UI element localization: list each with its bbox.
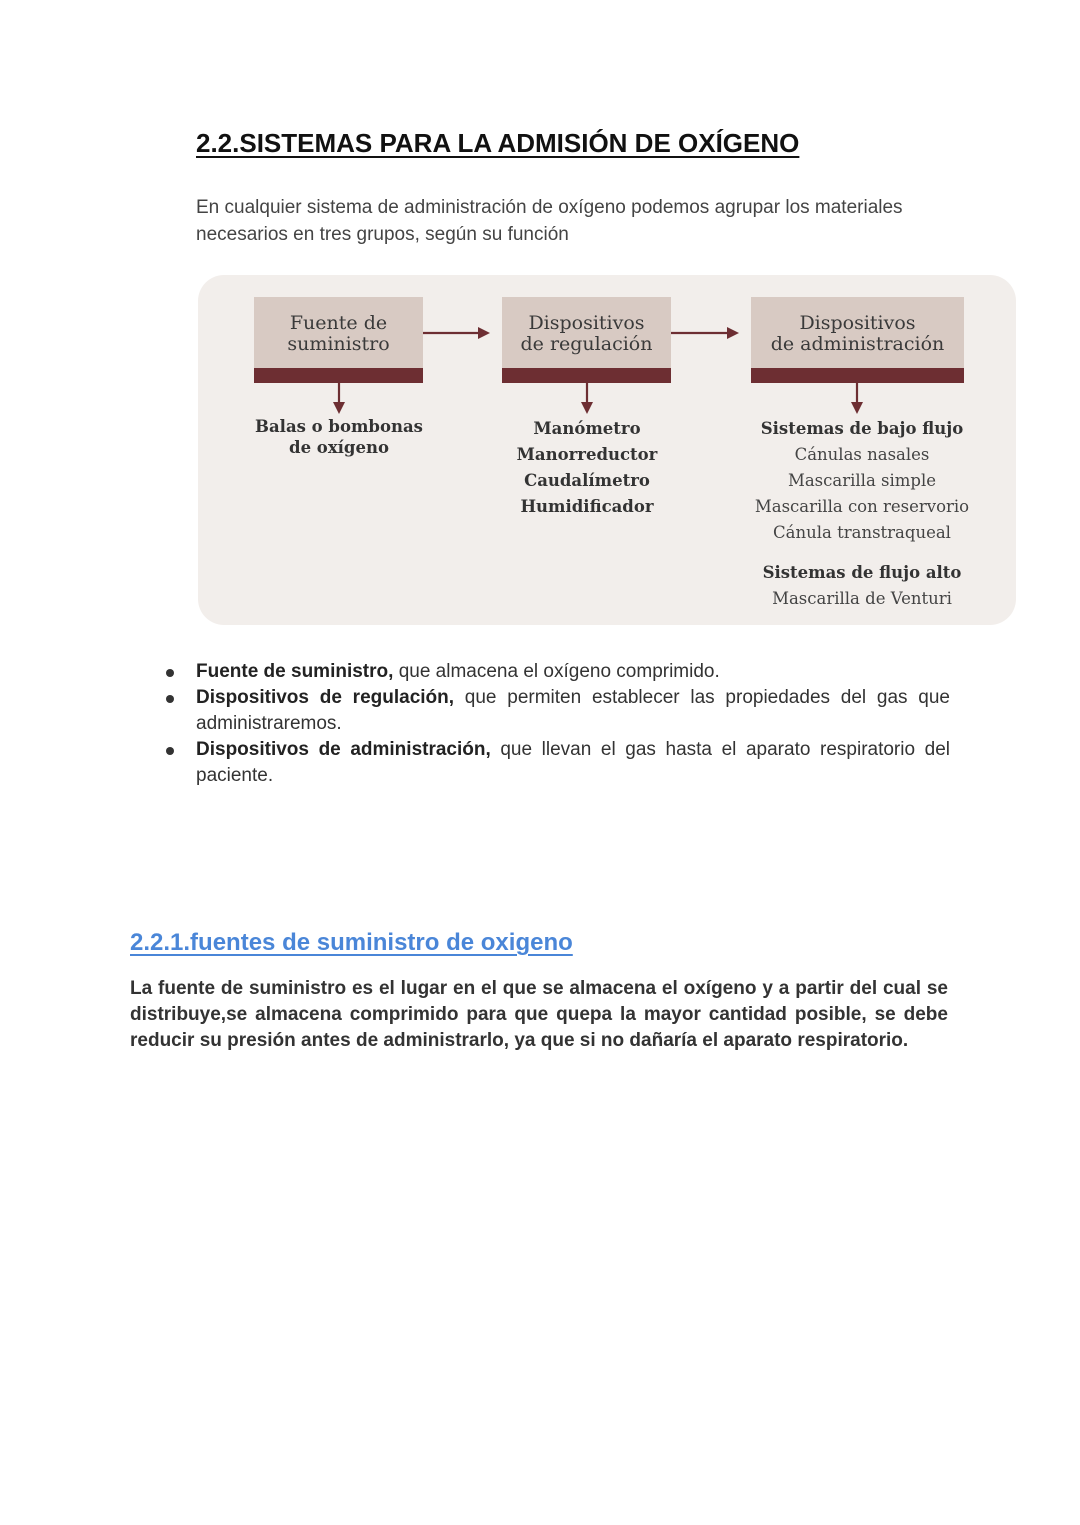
- low-flow-item: Mascarilla simple: [787, 471, 937, 490]
- arrowhead-right-2: [727, 327, 739, 339]
- bullet-bold: Dispositivos de regulación,: [196, 687, 455, 708]
- intro-text: En cualquier sistema de administración de oxígeno podemos agrupar los materiales necesarios en tres grupos, según su función: [196, 197, 903, 245]
- col1-item: de oxígeno: [289, 438, 389, 457]
- list-item: [160, 737, 950, 789]
- col2-item: Manómetro: [533, 419, 641, 438]
- bullet-dot: [166, 747, 174, 755]
- box3-band: [751, 368, 964, 383]
- list-item: [160, 659, 950, 685]
- box-fuente-suministro: [254, 297, 423, 383]
- arrowhead-down-2: [581, 402, 593, 414]
- col-regulacion-items: [487, 416, 687, 520]
- low-flow-item: Mascarilla con reservorio: [754, 497, 970, 516]
- col2-item: Manorreductor: [516, 445, 658, 464]
- section-heading: 2.2.SISTEMAS PARA LA ADMISIÓN DE OXÍGENO: [196, 128, 800, 158]
- low-flow-title: Sistemas de bajo flujo: [760, 419, 964, 438]
- bullet-list: [160, 659, 950, 789]
- box1-line2: suministro: [287, 333, 390, 355]
- col1-item: Balas o bombonas: [255, 417, 423, 436]
- low-flow-item: Cánula transtraqueal: [773, 523, 951, 542]
- bullet-bold: Dispositivos de administración,: [196, 739, 491, 760]
- arrowhead-down-1: [333, 402, 345, 414]
- arrowhead-right-1: [478, 327, 490, 339]
- box1-band: [254, 368, 423, 383]
- bullet-text: que permiten establecer las propiedades del gas que administraremos.: [196, 687, 950, 734]
- col-fuente-items: [234, 416, 444, 458]
- box2-band: [502, 368, 671, 383]
- list-item: [160, 685, 950, 737]
- low-flow-item: Cánulas nasales: [794, 445, 930, 464]
- box2-line1: Dispositivos: [528, 312, 645, 334]
- bullet-dot: [166, 695, 174, 703]
- box1-line1: Fuente de: [289, 312, 388, 334]
- box3-line2: de administración: [770, 333, 945, 355]
- col2-item: Caudalímetro: [524, 471, 650, 490]
- high-flow-title: Sistemas de flujo alto: [762, 563, 962, 582]
- body-paragraph: La fuente de suministro es el lugar en el que se almacena el oxígeno y a partir del cual se distribuye,se almacena comprimido para que quepa la mayor cantidad posible, se debe reducir su presión antes de administrarlo, ya que si no dañaría el aparato respiratorio.: [130, 978, 948, 1051]
- arrowhead-down-3: [851, 402, 863, 414]
- bullet-dot: [166, 669, 174, 677]
- bullet-text: que almacena el oxígeno comprimido.: [393, 661, 720, 682]
- box2-line2: de regulación: [520, 333, 653, 355]
- bullet-bold: Fuente de suministro,: [196, 661, 394, 682]
- box3-line1: Dispositivos: [799, 312, 916, 334]
- subsection-heading: 2.2.1.fuentes de suministro de oxigeno: [130, 929, 573, 956]
- oxygen-systems-diagram: [198, 275, 1016, 625]
- bullet-text: que llevan el gas hasta el aparato respiratorio del paciente.: [196, 739, 951, 786]
- col-administracion-items: [732, 416, 992, 612]
- box-dispositivos-regulacion: [502, 297, 671, 383]
- box-dispositivos-administracion: [751, 297, 964, 383]
- high-flow-item: Mascarilla de Venturi: [772, 589, 952, 608]
- col2-item: Humidificador: [520, 497, 654, 516]
